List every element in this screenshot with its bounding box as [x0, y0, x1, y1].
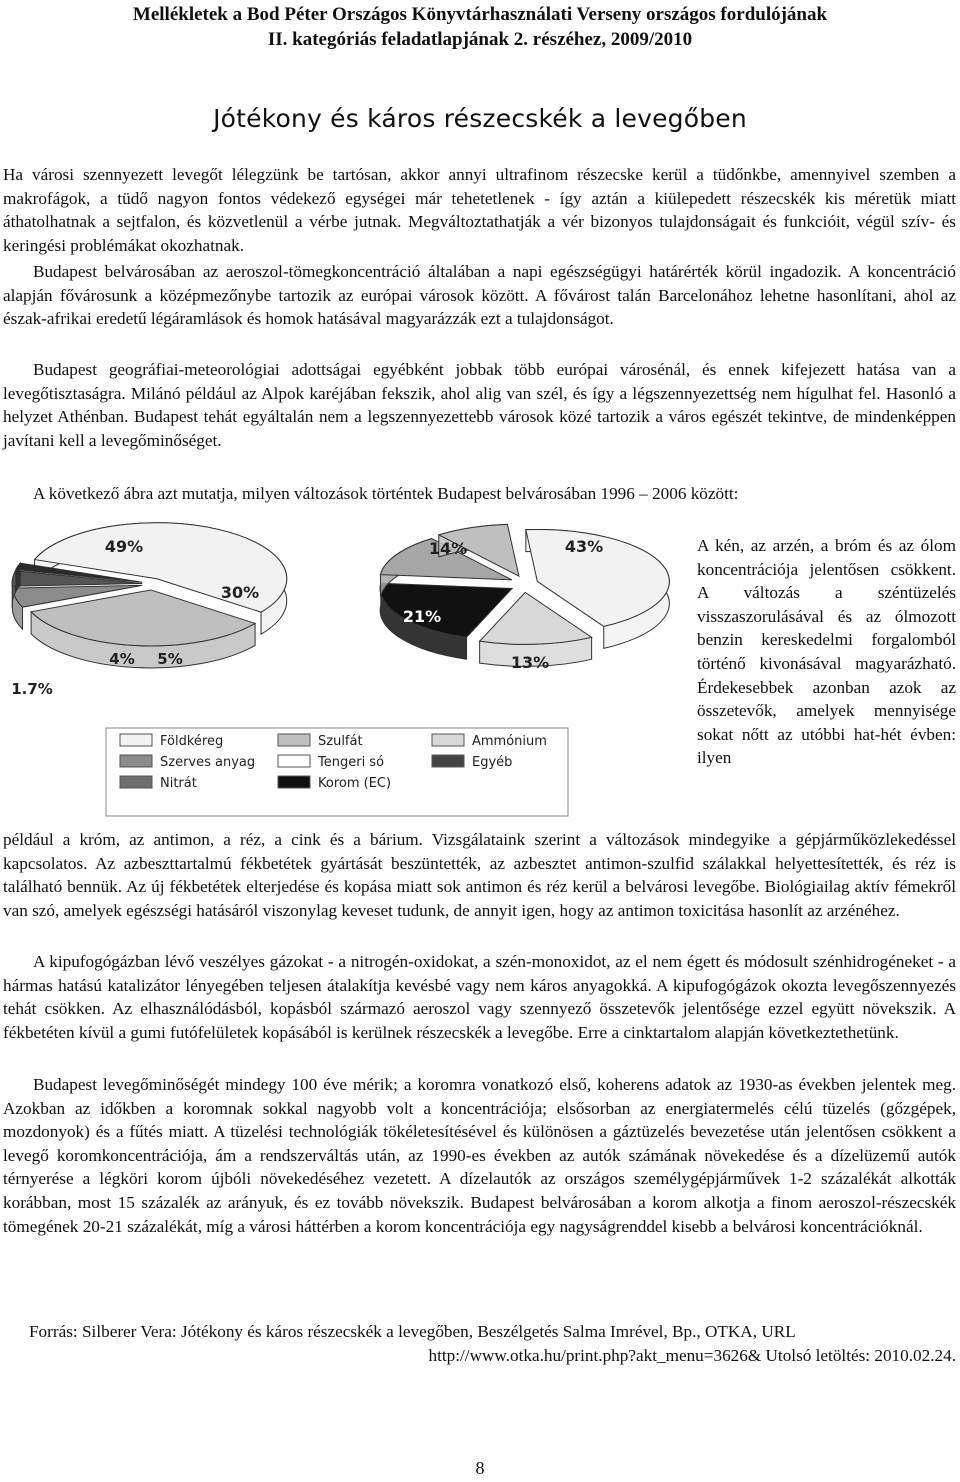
legend-label: Szerves anyag	[160, 755, 256, 770]
header-line-2: II. kategóriás feladatlapjának 2. részéhez, 2009/2010	[267, 29, 693, 50]
source-citation	[3, 1320, 956, 1367]
legend-label: Tengeri só	[318, 755, 385, 770]
legend-label: Ammónium	[472, 734, 547, 749]
pie-data-label: 43%	[564, 537, 604, 556]
legend-swatch	[120, 755, 152, 767]
legend-swatch	[120, 734, 152, 746]
pie-chart-1	[11, 523, 287, 698]
pie-data-label: 49%	[104, 537, 144, 556]
legend-label: Egyéb	[472, 755, 513, 770]
paragraph-7: Budapest levegőminőségét mindegy 100 éve mérik; a koromra vonatkozó első, koherens adatok az 1930-as években jelentek meg. Azokban az időkben a koromnak sokkal nagyobb volt a koncentrációja; elsősorban az energiatermelés célú tüzelés (gőzgépek, mozdonyok) és a fűtés miatt. A tüzelési technológiák tökéletesítésével és különösen a gáztüzelés bevezetése után jelentősen csökkent a levegő koromkoncentrációja, ám a rendszerváltás után, az 1990-es években az autók számának növekedése és a dízelüzemű autók térnyerése a légköri korom újbóli növekedéséhez vezetett. A dízelautók az országos személygépjárművek 1-2 százalékát alkották korábban, most 15 százalék az arányuk, és ez tovább növekszik. Budapest belvárosában a korom alkotja a finom aeroszol-részecskék tömegének 20-21 százalékát, míg a városi háttérben a korom koncentrációja egy nagyságrenddel kisebb a belvárosi koncentrációknál.	[3, 1075, 956, 1236]
legend-swatch	[278, 776, 310, 788]
legend-swatch	[432, 755, 464, 767]
header-line-1: Mellékletek a Bod Péter Országos Könyvtárhasználati Verseny országos fordulójának	[132, 4, 828, 25]
pie-data-label: 30%	[220, 583, 260, 602]
page-header	[0, 2, 960, 52]
legend-label: Nitrát	[160, 776, 197, 791]
legend-swatch	[278, 734, 310, 746]
side-text: A kén, az arzén, a bróm és az ólom koncentrációja jelentősen csökkent. A változás a széntüzelés visszaszorulásával és az ólmozott benzin kereskedelmi forgalomból történő kivonásával magyarázható. Érdekesebbek azonban azok az összetevők, amelyek mennyisége sokat nőtt az utóbbi hat-hét évben: ilyen	[697, 536, 956, 768]
pie-data-label: 5%	[157, 650, 183, 668]
legend-swatch	[432, 734, 464, 746]
pie-data-label: 21%	[402, 607, 442, 626]
legend-label: Földkéreg	[160, 734, 224, 749]
figure-legend	[106, 728, 568, 816]
paragraph-6: A kipufogógázban lévő veszélyes gázokat - a nitrogén-oxidokat, a szén-monoxidot, az el nem égett és módosult szénhidrogéneket - a hármas hatású katalizátor lényegében teljesen átalakítja kevésbé vagy nem káros anyagokká. A kipufogógázok okozta levegőszennyezés tehát csökken. Az elhasználódásból, kopásból származó aeroszol vagy szennyező összetevők jelentősége ezzel együtt növekszik. A fékbetéten kívül a gumi futófelületek kopásából is kerülnek részecskék a levegőbe. Erre a cinktartalom alapján következtethetünk.	[3, 952, 956, 1042]
pie-data-label: 14%	[428, 539, 468, 558]
pie-data-label: 13%	[510, 653, 550, 672]
paragraph-2: Budapest belvárosában az aeroszol-tömegkoncentráció általában a napi egészségügyi határérték körül ingadozik. A koncentráció alapján fővárosunk a középmezőnybe tartozik az európai városok között. A fővárost talán Barcelonához lehetne hasonlítani, ahol az észak-afrikai eredetű légáramlások és homok hatásával magyarázzák ezt a tulajdonságot.	[3, 262, 956, 329]
legend-label: Szulfát	[318, 734, 363, 749]
paragraph-3: Budapest geográfiai-meteorológiai adottságai egyébként jobbak több európai városénál, és ennek kifejezett hatása van a levegőtisztaságra. Milánó például az Alpok karéjában fekszik, ahol alig van szél, és így a légszennyezettség nem hígulhat fel. Hasonló a helyzet Athénban. Budapest tehát egyáltalán nem a legszennyezettebb városok közé tartozik a város egészét tekintve, de mindenképpen javítani kell a levegőminőséget.	[3, 360, 956, 450]
paragraph-5: például a króm, az antimon, a réz, a cink és a bárium. Vizsgálataink szerint a változások mindegyike a gépjárműközlekedéssel kapcsolatos. Az azbeszttartalmú fékbetétek gyártását beszüntették, az azbesztet antimon-szulfid szálakkal helyettesítették, és réz is található bennük. Az új fékbetétek elterjedése és kopása miatt sok antimon és réz kerül a belvárosi levegőbe. Biológiailag aktív fémekről van szó, amelyek egészségi hatásáról viszonylag keveset tudunk, de annyit igen, hogy az antimon toxicitása hasonlít az arzénéhez.	[3, 830, 956, 920]
legend-swatch	[120, 776, 152, 788]
composition-figure	[2, 518, 690, 824]
pie-charts	[11, 523, 669, 698]
article-title: Jótékony és káros részecskék a levegőben	[213, 104, 747, 133]
source-line-1: Forrás: Silberer Vera: Jótékony és káros részecskék a levegőben, Beszélgetés Salma Imrével, Bp., OTKA, URL	[29, 1322, 796, 1341]
paragraph-4: A következő ábra azt mutatja, milyen változások történtek Budapest belvárosában 1996 – 2006 között:	[33, 484, 739, 503]
paragraph-1: Ha városi szennyezett levegőt lélegzünk be tartósan, akkor annyi ultrafinom részecske kerül a tüdőnkbe, amennyivel szemben a makrofágok, a tüdő nagyon fontos védekező egységei már tehetetlenek - így aztán a kiülepedett részecskék kis méretük miatt áthatolhatnak a sejtfalon, és közvetlenül a vérbe jutnak. Megváltoztathatják a vér bizonyos tulajdonságait és funkcióit, végül szív- és keringési problémákat okozhatnak.	[3, 165, 956, 255]
pie-chart-2	[380, 524, 669, 672]
pie-data-label: 4%	[109, 650, 135, 668]
legend-label: Korom (EC)	[318, 776, 392, 791]
pie-data-label: 1.7%	[11, 680, 53, 698]
legend-swatch	[278, 755, 310, 767]
page-number: 8	[475, 1458, 485, 1478]
source-line-2: http://www.otka.hu/print.php?akt_menu=3626& Utolsó letöltés: 2010.02.24.	[428, 1345, 956, 1365]
